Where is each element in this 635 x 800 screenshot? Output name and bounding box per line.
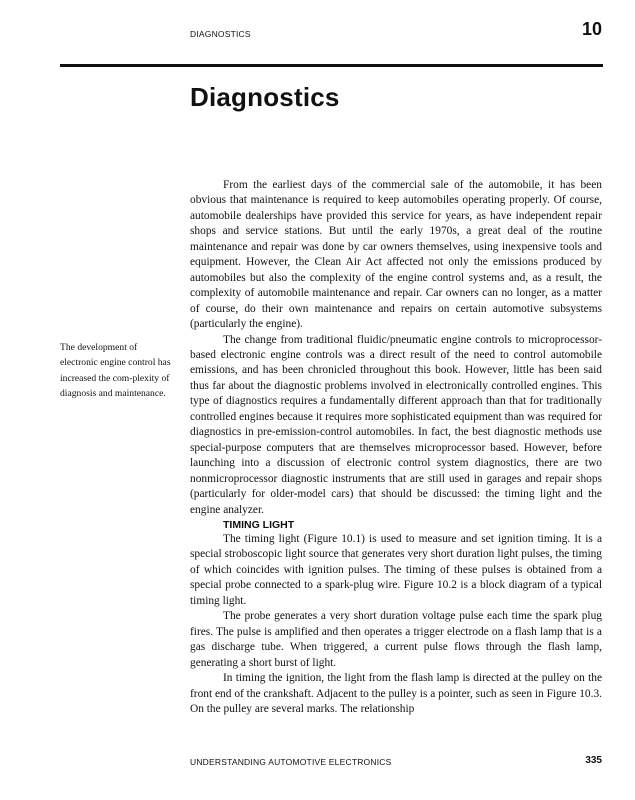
paragraph: The change from traditional fluidic/pneumatic engine controls to microprocessor-based electronic engine controls was a direct result of the need to control automobile emissions, and has been chronicled throughout this book. However, little has been said thus far about the diagnostic problems involved in electronically controlled engines. This type of diagnostics requires a fundamentally different approach than that for traditionally controlled engines because it requires more sophisticated equipment than was required for diagnostics in pre-emission-control automobiles. In fact, the best diagnostic methods use special-purpose computers that are themselves microprocessor based. However, before launching into a discussion of electronic control system diagnostics, there are two nonmicroprocessor diagnostic instruments that are still used in garages and repair shops (particularly for older-model cars) that should be discussed: the timing light and the engine analyzer.	[190, 333, 602, 516]
paragraph: In timing the ignition, the light from the flash lamp is directed at the pulley on the front end of the crankshaft. Adjacent to the pulley is a pointer, such as seen in Figure 10.3. On the pulley are several marks. The relationship	[190, 672, 602, 715]
section-heading: TIMING LIGHT	[223, 518, 295, 531]
paragraph: The timing light (Figure 10.1) is used to measure and set ignition timing. It is a special stroboscopic light source that generates very short duration light pulses, the timing of which coincides with ignition pulses. The timing of these pulses is obtained from a special probe connected to a spark-plug wire. Figure 10.2 is a block diagram of a typical timing light.	[190, 532, 602, 607]
chapter-number: 10	[581, 19, 602, 39]
footer-book-title: UNDERSTANDING AUTOMOTIVE ELECTRONICS	[190, 757, 392, 767]
paragraph: The probe generates a very short duration voltage pulse each time the spark plug fires. The pulse is amplified and then operates a trigger electrode on a flash lamp that is a gas discharge tube. When triggered, a current pulse flows through the flash lamp, generating a short burst of light.	[190, 610, 602, 669]
running-head: DIAGNOSTICS	[190, 29, 251, 39]
paragraph: From the earliest days of the commercial sale of the automobile, it has been obvious that maintenance is required to keep automobiles operating properly. Of course, automobile dealerships have provided this service for years, as have independent repair shops and service stations. But until the early 1970s, a great deal of the routine maintenance and repair was done by car owners themselves, using inexpensive tools and equipment. However, the Clean Air Act affected not only the emissions produced by automobiles but also the complexity of the engine control systems and, as a result, the complexity of automobile maintenance and repair. Car owners can no longer, as a matter of course, do their own maintenance and repairs on certain automotive subsystems (particularly the engine).	[190, 179, 602, 331]
body-text	[190, 178, 602, 717]
header-rule	[60, 64, 603, 67]
page-number: 335	[585, 755, 602, 766]
margin-note: The development of electronic engine control has increased the com-plexity of diagnosis and maintenance.	[60, 342, 171, 400]
chapter-title: Diagnostics	[190, 82, 340, 112]
